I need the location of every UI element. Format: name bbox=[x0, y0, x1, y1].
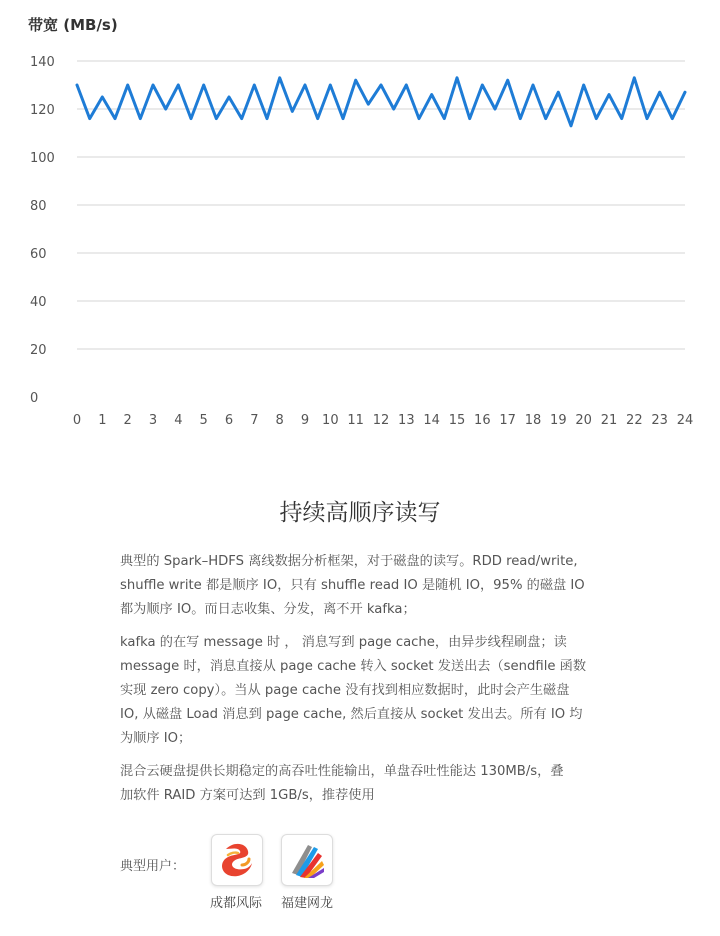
x-tick-label: 16 bbox=[474, 413, 491, 428]
paragraph-line: 为顺序 IO； bbox=[120, 731, 192, 746]
data-point bbox=[608, 93, 610, 95]
data-point bbox=[532, 84, 534, 86]
y-tick-label: 140 bbox=[30, 55, 55, 70]
data-point bbox=[392, 108, 394, 110]
data-point bbox=[354, 79, 356, 81]
x-tick-label: 19 bbox=[550, 413, 567, 428]
data-point bbox=[620, 117, 622, 119]
data-point bbox=[253, 84, 255, 86]
data-point bbox=[164, 108, 166, 110]
bandwidth-line-chart bbox=[0, 0, 720, 440]
x-tick-label: 20 bbox=[575, 413, 592, 428]
user-name-chengdu-fengji: 成都风际 bbox=[209, 896, 262, 911]
data-point bbox=[456, 77, 458, 79]
x-tick-label: 3 bbox=[148, 413, 158, 428]
x-tick-label: 18 bbox=[524, 413, 542, 428]
x-tick-label: 10 bbox=[322, 413, 339, 428]
data-point bbox=[278, 77, 280, 79]
x-tick-label: 15 bbox=[448, 413, 466, 428]
x-tick-label: 12 bbox=[372, 413, 390, 428]
paragraph-spark-hdfs bbox=[120, 550, 606, 622]
data-point bbox=[646, 117, 648, 119]
data-point bbox=[228, 96, 230, 98]
data-point bbox=[544, 117, 546, 119]
data-point bbox=[266, 117, 268, 119]
x-tick-label: 9 bbox=[300, 413, 310, 428]
x-tick-label: 7 bbox=[250, 413, 259, 428]
paragraph-line: 都为顺序 IO。而日志收集、分发，离不开 kafka； bbox=[120, 602, 416, 617]
data-point bbox=[582, 84, 584, 86]
data-point bbox=[215, 117, 217, 119]
data-point bbox=[304, 84, 306, 86]
data-point bbox=[177, 84, 179, 86]
paragraph-line: 实现 zero copy）。当从 page cache 没有找到相应数据时，此时会产生磁盘 bbox=[120, 683, 570, 698]
x-tick-label: 0 bbox=[72, 413, 82, 428]
y-tick-label: 40 bbox=[30, 295, 47, 310]
y-axis-ticks bbox=[30, 55, 55, 406]
x-tick-label: 17 bbox=[499, 413, 516, 428]
data-point bbox=[291, 110, 293, 112]
data-point bbox=[570, 125, 572, 127]
data-point bbox=[380, 84, 382, 86]
data-point bbox=[633, 77, 635, 79]
paragraph-line: 典型的 Spark–HDFS 离线数据分析框架，对于磁盘的读写。RDD read/write, bbox=[120, 554, 578, 569]
data-point bbox=[202, 84, 204, 86]
data-point bbox=[114, 117, 116, 119]
data-point bbox=[152, 84, 154, 86]
paragraph-hybrid-cloud-disk bbox=[120, 760, 606, 808]
paragraph-line: message 时，消息直接从 page cache 转入 socket 发送出去（sendfile 函数 bbox=[120, 659, 587, 674]
data-point bbox=[367, 103, 369, 105]
y-axis-label: 带宽 (MB/s) bbox=[28, 16, 118, 34]
data-point bbox=[190, 117, 192, 119]
paragraph-kafka bbox=[120, 631, 606, 751]
chengdu-fengji-logo-icon[interactable] bbox=[211, 834, 263, 886]
x-tick-label: 6 bbox=[224, 413, 234, 428]
data-point bbox=[342, 117, 344, 119]
y-tick-label: 100 bbox=[30, 151, 55, 166]
data-point bbox=[519, 117, 521, 119]
paragraph-line: IO, 从磁盘 Load 消息到 page cache, 然后直接从 socket 发出去。所有 IO 均 bbox=[120, 707, 583, 722]
data-point bbox=[557, 91, 559, 93]
x-tick-label: 4 bbox=[174, 413, 183, 428]
data-point bbox=[506, 79, 508, 81]
data-point bbox=[443, 117, 445, 119]
x-tick-label: 11 bbox=[347, 413, 364, 428]
data-point bbox=[684, 91, 686, 93]
paragraph-line: kafka 的在写 message 时 ， 消息写到 page cache，由异步线程刷盘；读 bbox=[120, 635, 567, 650]
data-point bbox=[468, 117, 470, 119]
typical-users-label: 典型用户： bbox=[120, 859, 186, 874]
data-point bbox=[88, 117, 90, 119]
paragraph-line: 混合云硬盘提供长期稳定的高吞吐性能输出，单盘吞吐性能达 130MB/s，叠 bbox=[120, 764, 564, 779]
x-tick-label: 22 bbox=[626, 413, 643, 428]
x-tick-label: 8 bbox=[275, 413, 284, 428]
data-point bbox=[658, 91, 660, 93]
y-tick-label: 0 bbox=[30, 391, 39, 406]
data-point bbox=[329, 84, 331, 86]
y-tick-label: 60 bbox=[30, 247, 47, 262]
data-point bbox=[316, 117, 318, 119]
y-tick-label: 120 bbox=[30, 103, 55, 118]
data-point bbox=[76, 84, 78, 86]
data-point bbox=[240, 117, 242, 119]
data-point bbox=[139, 117, 141, 119]
x-tick-label: 21 bbox=[600, 413, 618, 428]
data-point bbox=[126, 84, 128, 86]
x-tick-label: 14 bbox=[423, 413, 440, 428]
x-tick-label: 23 bbox=[651, 413, 668, 428]
x-tick-label: 1 bbox=[98, 413, 107, 428]
data-point bbox=[481, 84, 483, 86]
paragraph-line: shuffle write 都是顺序 IO，只有 shuffle read IO 是随机 IO，95% 的磁盘 IO bbox=[120, 578, 585, 593]
y-tick-label: 20 bbox=[30, 343, 47, 358]
fujian-netdragon-logo-icon[interactable] bbox=[281, 834, 333, 886]
data-point bbox=[430, 93, 432, 95]
y-tick-label: 80 bbox=[30, 199, 47, 214]
data-point bbox=[418, 117, 420, 119]
paragraph-line: 加软件 RAID 方案可达到 1GB/s，推荐使用 bbox=[120, 788, 375, 803]
x-tick-label: 24 bbox=[676, 413, 694, 428]
x-axis-ticks bbox=[73, 413, 693, 428]
data-point bbox=[405, 84, 407, 86]
data-point bbox=[494, 108, 496, 110]
data-point bbox=[595, 117, 597, 119]
data-point bbox=[101, 96, 103, 98]
x-tick-label: 2 bbox=[123, 413, 132, 428]
x-tick-label: 5 bbox=[199, 413, 208, 428]
series-bandwidth bbox=[76, 77, 686, 127]
section-title: 持续高顺序读写 bbox=[279, 500, 441, 526]
x-tick-label: 13 bbox=[398, 413, 415, 428]
user-name-fujian-netdragon: 福建网龙 bbox=[280, 896, 333, 911]
data-point bbox=[671, 117, 673, 119]
